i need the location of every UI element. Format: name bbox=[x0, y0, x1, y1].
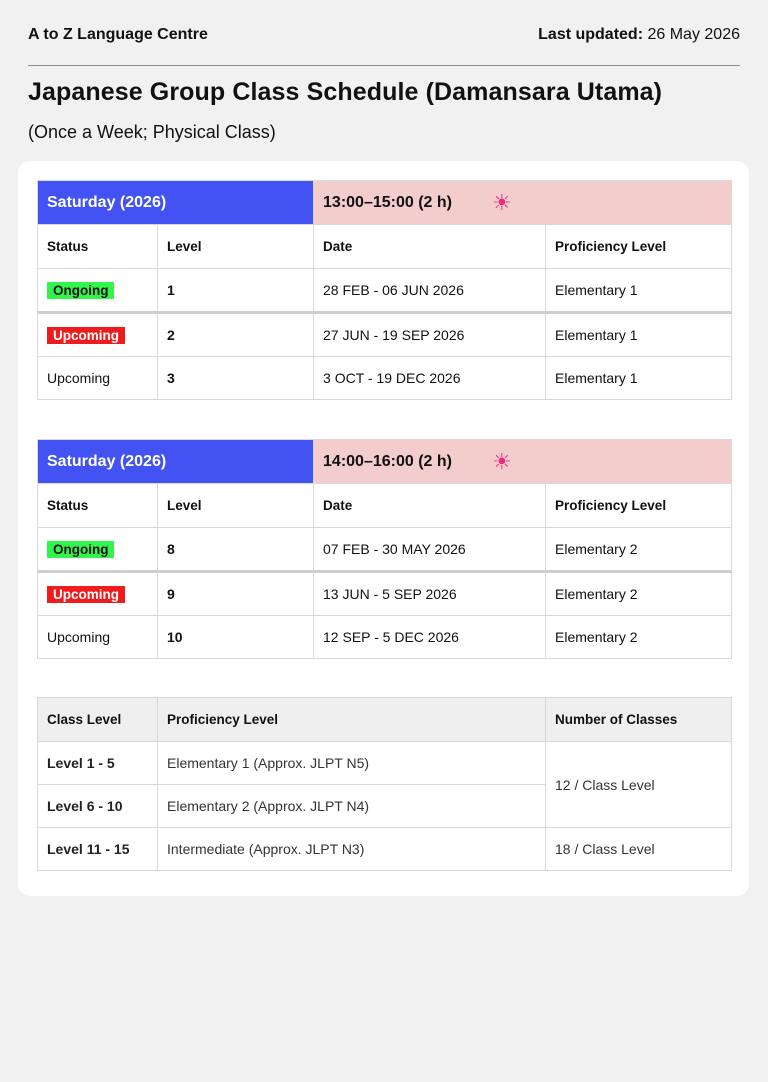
col-class-level: Class Level bbox=[38, 698, 158, 742]
table-row bbox=[38, 357, 732, 400]
level-cell: 2 bbox=[158, 313, 314, 357]
table-row bbox=[38, 528, 732, 572]
last-updated-value: 26 May 2026 bbox=[647, 26, 740, 43]
table-row bbox=[38, 742, 732, 785]
level-cell: 10 bbox=[158, 616, 314, 659]
schedule-time: 14:00–16:00 (2 h) bbox=[323, 452, 452, 470]
proficiency-cell: Elementary 1 bbox=[546, 357, 732, 400]
status-badge-upcoming: Upcoming bbox=[47, 586, 125, 603]
date-cell: 12 SEP - 5 DEC 2026 bbox=[314, 616, 546, 659]
proficiency-cell: Elementary 2 bbox=[546, 616, 732, 659]
date-cell: 13 JUN - 5 SEP 2026 bbox=[314, 572, 546, 616]
top-bar bbox=[28, 26, 740, 66]
table-header-row bbox=[38, 484, 732, 528]
brand-name: A to Z Language Centre bbox=[28, 26, 208, 43]
date-cell: 28 FEB - 06 JUN 2026 bbox=[314, 269, 546, 313]
table-header-row bbox=[38, 225, 732, 269]
proficiency-cell: Elementary 2 (Approx. JLPT N4) bbox=[158, 785, 546, 828]
table-row bbox=[38, 572, 732, 616]
col-level: Level bbox=[158, 484, 314, 528]
date-cell: 07 FEB - 30 MAY 2026 bbox=[314, 528, 546, 572]
proficiency-cell: Elementary 1 bbox=[546, 313, 732, 357]
date-cell: 27 JUN - 19 SEP 2026 bbox=[314, 313, 546, 357]
col-date: Date bbox=[314, 225, 546, 269]
last-updated bbox=[538, 26, 740, 44]
level-cell: 8 bbox=[158, 528, 314, 572]
class-level-cell: Level 11 - 15 bbox=[38, 828, 158, 871]
table-row bbox=[38, 313, 732, 357]
sun-icon: ☀ bbox=[491, 189, 512, 215]
level-cell: 1 bbox=[158, 269, 314, 313]
last-updated-label: Last updated: bbox=[538, 26, 644, 43]
col-proficiency: Proficiency Level bbox=[546, 225, 732, 269]
col-status: Status bbox=[38, 225, 158, 269]
proficiency-cell: Elementary 1 (Approx. JLPT N5) bbox=[158, 742, 546, 785]
page-subtitle: (Once a Week; Physical Class) bbox=[28, 122, 276, 142]
schedule-card bbox=[18, 161, 749, 896]
proficiency-cell: Elementary 2 bbox=[546, 572, 732, 616]
table-row bbox=[38, 828, 732, 871]
schedule-table-2 bbox=[37, 439, 732, 659]
level-reference-table bbox=[37, 697, 732, 871]
table-header-row bbox=[38, 698, 732, 742]
schedule-table-1 bbox=[37, 180, 732, 400]
status-cell: Upcoming bbox=[38, 616, 158, 659]
col-date: Date bbox=[314, 484, 546, 528]
table-row bbox=[38, 616, 732, 659]
status-cell bbox=[38, 528, 158, 572]
col-status: Status bbox=[38, 484, 158, 528]
table-row bbox=[38, 269, 732, 313]
proficiency-cell: Elementary 1 bbox=[546, 269, 732, 313]
class-level-cell: Level 1 - 5 bbox=[38, 742, 158, 785]
proficiency-cell: Intermediate (Approx. JLPT N3) bbox=[158, 828, 546, 871]
status-badge-ongoing: Ongoing bbox=[47, 282, 114, 299]
status-cell bbox=[38, 313, 158, 357]
col-level: Level bbox=[158, 225, 314, 269]
schedule-day-header: Saturday (2026) bbox=[38, 181, 314, 225]
page-title: Japanese Group Class Schedule (Damansara Utama) bbox=[28, 78, 663, 106]
col-proficiency: Proficiency Level bbox=[546, 484, 732, 528]
status-cell: Upcoming bbox=[38, 357, 158, 400]
schedule-time: 13:00–15:00 (2 h) bbox=[323, 193, 452, 211]
col-number-of-classes: Number of Classes bbox=[546, 698, 732, 742]
schedule-time-header bbox=[314, 440, 732, 484]
proficiency-cell: Elementary 2 bbox=[546, 528, 732, 572]
schedule-time-header bbox=[314, 181, 732, 225]
col-proficiency-level: Proficiency Level bbox=[158, 698, 546, 742]
status-cell bbox=[38, 269, 158, 313]
date-cell: 3 OCT - 19 DEC 2026 bbox=[314, 357, 546, 400]
schedule-day-header: Saturday (2026) bbox=[38, 440, 314, 484]
sun-icon: ☀ bbox=[491, 448, 512, 474]
classes-count-cell: 18 / Class Level bbox=[546, 828, 732, 871]
classes-count-cell: 12 / Class Level bbox=[546, 742, 732, 828]
status-badge-upcoming: Upcoming bbox=[47, 327, 125, 344]
status-badge-ongoing: Ongoing bbox=[47, 541, 114, 558]
status-cell bbox=[38, 572, 158, 616]
level-cell: 3 bbox=[158, 357, 314, 400]
class-level-cell: Level 6 - 10 bbox=[38, 785, 158, 828]
level-cell: 9 bbox=[158, 572, 314, 616]
